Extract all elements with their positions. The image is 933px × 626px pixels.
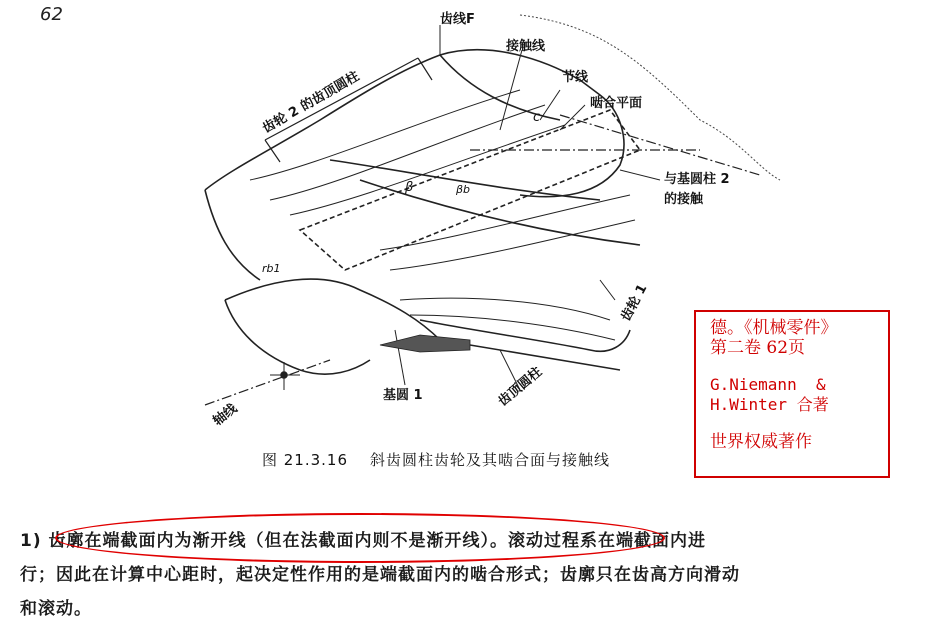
figure-caption [262, 449, 610, 470]
body-line-2: 行；因此在计算中心距时，起决定性作用的是端截面内的啮合形式；齿廓只在齿高方向滑动 [20, 565, 740, 585]
label-beta-b: βb [456, 183, 471, 196]
label-c: c [533, 110, 541, 125]
label-tip-cylinder: 齿顶圆柱 [495, 364, 546, 410]
page-number: 62 [40, 4, 63, 25]
note-line-1: 德。《机械零件》 [710, 318, 838, 338]
body-line-1: 1) 齿廓在端截面内为渐开线（但在法截面内则不是渐开线）。滚动过程系在端截面内进 [20, 531, 707, 551]
label-axis-line: 轴线 [210, 401, 241, 429]
axis-line [205, 360, 330, 405]
label-base-cylinder-contact: 与基圆柱 2 的接触 [664, 172, 730, 207]
note-line-3: G.Niemann & [710, 375, 826, 394]
figure-caption-number: 图 21.3.16 [262, 451, 349, 469]
label-contact-line: 接触线 [506, 39, 546, 54]
highlight-ellipse [55, 513, 665, 563]
label-tooth-line-f: 齿线F [440, 12, 475, 27]
note-line-5: 世界权威著作 [710, 432, 812, 452]
body-line-3: 和滚动。 [20, 599, 92, 619]
label-gear1: 齿轮 1 [618, 281, 651, 324]
label-rb1: rb1 [262, 262, 281, 275]
label-pitch-line: 节线 [562, 70, 589, 85]
label-gear2-tip-cylinder: 齿轮 2 的齿顶圆柱 [260, 68, 362, 137]
note-line-2: 第二卷 62页 [710, 338, 806, 358]
gear1-body [225, 279, 620, 370]
annotation-note-box [694, 310, 890, 478]
label-mesh-plane: 啮合平面 [590, 96, 643, 111]
figure-caption-text: 斜齿圆柱齿轮及其啮合面与接触线 [370, 451, 611, 469]
label-base-circle-1: 基圆 1 [383, 388, 423, 403]
note-line-4: H.Winter 合著 [710, 395, 829, 414]
label-beta: β [405, 180, 414, 195]
